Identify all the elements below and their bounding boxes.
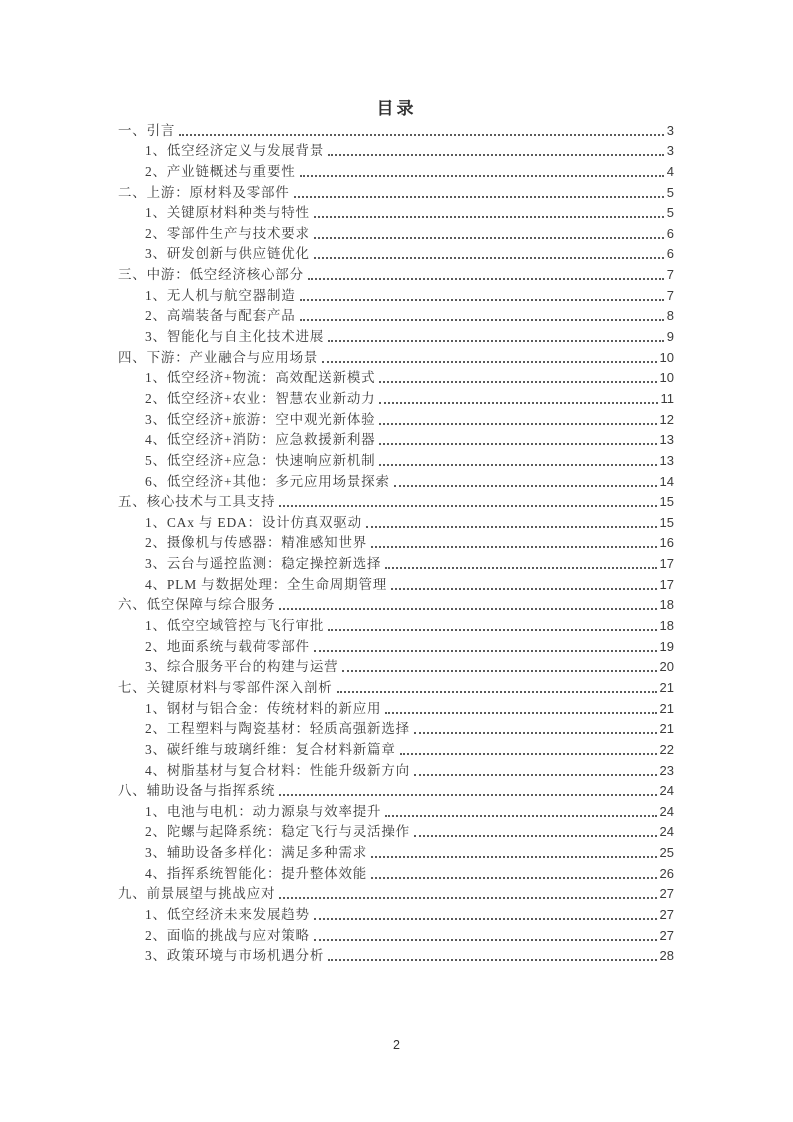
toc-entry-page-number: 20 (659, 659, 674, 675)
toc-entry-page-number: 26 (659, 865, 674, 881)
toc-entry[interactable] (118, 945, 674, 966)
toc-entry-label: 3、低空经济+旅游：空中观光新体验 (145, 411, 376, 427)
toc-entry-page-number: 4 (666, 163, 674, 179)
toc-leader-dots (328, 154, 664, 156)
toc-leader-dots (294, 196, 664, 198)
toc-leader-dots (414, 835, 657, 837)
toc-leader-dots (366, 526, 657, 528)
toc-entry[interactable] (118, 656, 674, 677)
toc-entry-page-number: 6 (666, 225, 674, 241)
toc-title: 目录 (376, 99, 417, 118)
toc-entry-label: 1、无人机与航空器制造 (145, 287, 296, 303)
toc-entry-page-number: 12 (659, 411, 674, 427)
toc-entry[interactable] (118, 903, 674, 924)
toc-entry-label: 七、关键原材料与零部件深入剖析 (118, 679, 333, 695)
toc-entry-label: 2、零部件生产与技术要求 (145, 225, 310, 241)
toc-entry-page-number: 19 (659, 638, 674, 654)
toc-entry-page-number: 10 (659, 349, 674, 365)
toc-leader-dots (314, 939, 657, 941)
toc-entry-page-number: 14 (659, 473, 674, 489)
toc-entry-label: 2、工程塑料与陶瓷基材：轻质高强新选择 (145, 721, 410, 737)
toc-entry-page-number: 27 (659, 906, 674, 922)
toc-entry-label: 1、低空空域管控与飞行审批 (145, 618, 325, 634)
toc-leader-dots (379, 423, 656, 425)
toc-entry[interactable] (118, 759, 674, 780)
toc-entry[interactable] (118, 367, 674, 388)
toc-entry-label: 1、低空经济定义与发展背景 (145, 143, 325, 159)
toc-entry[interactable] (118, 346, 674, 367)
toc-leader-dots (179, 134, 664, 136)
toc-entry[interactable] (118, 614, 674, 635)
toc-entry-label: 4、PLM 与数据处理：全生命周期管理 (145, 576, 388, 592)
toc-entry[interactable] (118, 140, 674, 161)
toc-entry-label: 1、电池与电机：动力源泉与效率提升 (145, 803, 382, 819)
toc-entry[interactable] (118, 243, 674, 264)
toc-entry-page-number: 24 (659, 783, 674, 799)
toc-leader-dots (414, 732, 657, 734)
toc-leader-dots (379, 381, 656, 383)
toc-entry-page-number: 25 (659, 845, 674, 861)
toc-entry-label: 4、树脂基材与复合材料：性能升级新方向 (145, 762, 410, 778)
toc-leader-dots (385, 815, 656, 817)
footer-page-number: 2 (393, 1038, 400, 1052)
toc-entry[interactable] (118, 263, 674, 284)
toc-leader-dots (379, 464, 656, 466)
toc-leader-dots (279, 794, 656, 796)
toc-leader-dots (379, 443, 656, 445)
toc-leader-dots (391, 588, 656, 590)
toc-entry-page-number: 28 (659, 948, 674, 964)
toc-entry-label: 九、前景展望与挑战应对 (118, 886, 276, 902)
toc-entry-label: 4、低空经济+消防：应急救援新利器 (145, 432, 376, 448)
toc-leader-dots (342, 670, 656, 672)
toc-entry-label: 3、云台与遥控监测：稳定操控新选择 (145, 556, 382, 572)
toc-leader-dots (279, 897, 656, 899)
toc-entry[interactable] (118, 594, 674, 615)
toc-entry-page-number: 21 (659, 679, 674, 695)
toc-entry[interactable] (118, 676, 674, 697)
toc-entry[interactable] (118, 738, 674, 759)
toc-entry-page-number: 8 (666, 308, 674, 324)
toc-leader-dots (314, 216, 664, 218)
toc-leader-dots (314, 237, 664, 239)
toc-entry[interactable] (118, 573, 674, 594)
toc-entry-page-number: 27 (659, 886, 674, 902)
toc-entry-label: 2、高端装备与配套产品 (145, 308, 296, 324)
toc-entry-page-number: 23 (659, 762, 674, 778)
toc-entry[interactable] (118, 800, 674, 821)
toc-entry-label: 6、低空经济+其他：多元应用场景探索 (145, 473, 390, 489)
toc-leader-dots (300, 319, 664, 321)
toc-entry-page-number: 15 (659, 494, 674, 510)
toc-entry-label: 3、政策环境与市场机遇分析 (145, 948, 325, 964)
toc-entry-page-number: 7 (666, 287, 674, 303)
toc-entry[interactable] (118, 924, 674, 945)
toc-entry[interactable] (118, 532, 674, 553)
toc-entry-label: 2、产业链概述与重要性 (145, 163, 296, 179)
toc-entry-page-number: 18 (659, 618, 674, 634)
toc-leader-dots (300, 175, 664, 177)
toc-entry-page-number: 5 (666, 205, 674, 221)
toc-leader-dots (300, 299, 664, 301)
toc-entry[interactable] (118, 841, 674, 862)
toc-entry[interactable] (118, 449, 674, 470)
toc-leader-dots (337, 691, 657, 693)
toc-entry-page-number: 24 (659, 803, 674, 819)
toc-entry-page-number: 6 (666, 246, 674, 262)
toc-leader-dots (328, 629, 656, 631)
toc-entry[interactable] (118, 718, 674, 739)
toc-entry-label: 3、智能化与自主化技术进展 (145, 329, 325, 345)
toc-entry-label: 5、低空经济+应急：快速响应新机制 (145, 452, 376, 468)
toc-entry[interactable] (118, 697, 674, 718)
toc-entry-label: 2、地面系统与载荷零部件 (145, 638, 310, 654)
toc-list (118, 119, 674, 965)
toc-entry-page-number: 16 (659, 535, 674, 551)
toc-entry-page-number: 9 (666, 329, 674, 345)
toc-leader-dots (328, 959, 656, 961)
toc-entry-label: 一、引言 (118, 122, 176, 138)
toc-entry[interactable] (118, 635, 674, 656)
toc-entry-label: 3、辅助设备多样化：满足多种需求 (145, 845, 368, 861)
toc-entry-label: 1、钢材与铝合金：传统材料的新应用 (145, 700, 382, 716)
toc-entry-page-number: 17 (659, 556, 674, 572)
toc-entry[interactable] (118, 552, 674, 573)
toc-entry-page-number: 27 (659, 927, 674, 943)
toc-entry[interactable] (118, 305, 674, 326)
toc-entry[interactable] (118, 387, 674, 408)
toc-entry-page-number: 24 (659, 824, 674, 840)
toc-entry-page-number: 21 (659, 700, 674, 716)
toc-entry[interactable] (118, 862, 674, 883)
toc-leader-dots (308, 278, 664, 280)
toc-entry-label: 3、研发创新与供应链优化 (145, 246, 310, 262)
toc-entry-label: 3、碳纤维与玻璃纤维：复合材料新篇章 (145, 741, 396, 757)
toc-entry-page-number: 15 (659, 514, 674, 530)
toc-entry[interactable] (118, 429, 674, 450)
toc-entry-label: 1、CAx 与 EDA：设计仿真双驱动 (145, 514, 362, 530)
toc-entry-label: 三、中游：低空经济核心部分 (118, 267, 304, 283)
toc-entry[interactable] (118, 408, 674, 429)
toc-entry[interactable] (118, 883, 674, 904)
toc-leader-dots (314, 650, 657, 652)
toc-entry-label: 2、陀螺与起降系统：稳定飞行与灵活操作 (145, 824, 410, 840)
toc-leader-dots (394, 485, 657, 487)
toc-entry[interactable] (118, 202, 674, 223)
toc-leader-dots (371, 877, 656, 879)
toc-entry-page-number: 13 (659, 452, 674, 468)
toc-entry-label: 1、低空经济未来发展趋势 (145, 906, 310, 922)
toc-entry-page-number: 3 (666, 143, 674, 159)
toc-entry-page-number: 5 (666, 184, 674, 200)
toc-entry-page-number: 22 (659, 741, 674, 757)
toc-entry-label: 3、综合服务平台的构建与运营 (145, 659, 339, 675)
toc-entry[interactable] (118, 821, 674, 842)
toc-entry-label: 2、低空经济+农业：智慧农业新动力 (145, 390, 376, 406)
toc-leader-dots (314, 257, 664, 259)
toc-entry[interactable] (118, 284, 674, 305)
toc-leader-dots (314, 918, 657, 920)
toc-entry-label: 2、摄像机与传感器：精准感知世界 (145, 535, 368, 551)
toc-entry[interactable] (118, 491, 674, 512)
toc-entry[interactable] (118, 119, 674, 140)
toc-leader-dots (414, 774, 657, 776)
toc-leader-dots (385, 567, 656, 569)
toc-entry-page-number: 13 (659, 432, 674, 448)
toc-entry-page-number: 11 (660, 390, 674, 406)
toc-entry[interactable] (118, 470, 674, 491)
toc-entry-page-number: 3 (666, 122, 674, 138)
toc-entry-label: 1、关键原材料种类与特性 (145, 205, 310, 221)
toc-entry-page-number: 7 (666, 267, 674, 283)
toc-entry-label: 4、指挥系统智能化：提升整体效能 (145, 865, 368, 881)
toc-entry-label: 1、低空经济+物流：高效配送新模式 (145, 370, 376, 386)
toc-entry[interactable] (118, 222, 674, 243)
toc-entry-label: 五、核心技术与工具支持 (118, 494, 276, 510)
toc-leader-dots (379, 402, 657, 404)
toc-entry-label: 四、下游：产业融合与应用场景 (118, 349, 319, 365)
toc-entry-page-number: 10 (659, 370, 674, 386)
toc-leader-dots (279, 608, 656, 610)
toc-leader-dots (400, 753, 657, 755)
toc-entry-label: 六、低空保障与综合服务 (118, 597, 276, 613)
toc-entry-label: 2、面临的挑战与应对策略 (145, 927, 310, 943)
toc-leader-dots (322, 361, 656, 363)
toc-leader-dots (371, 546, 656, 548)
toc-entry-label: 二、上游：原材料及零部件 (118, 184, 290, 200)
toc-entry-page-number: 18 (659, 597, 674, 613)
toc-entry[interactable] (118, 780, 674, 801)
toc-entry[interactable] (118, 160, 674, 181)
toc-leader-dots (328, 340, 664, 342)
toc-entry-label: 八、辅助设备与指挥系统 (118, 783, 276, 799)
toc-entry[interactable] (118, 325, 674, 346)
toc-entry[interactable] (118, 181, 674, 202)
toc-entry-page-number: 17 (659, 576, 674, 592)
toc-leader-dots (279, 505, 656, 507)
toc-entry[interactable] (118, 511, 674, 532)
toc-leader-dots (371, 856, 656, 858)
toc-entry-page-number: 21 (659, 721, 674, 737)
toc-leader-dots (385, 712, 656, 714)
